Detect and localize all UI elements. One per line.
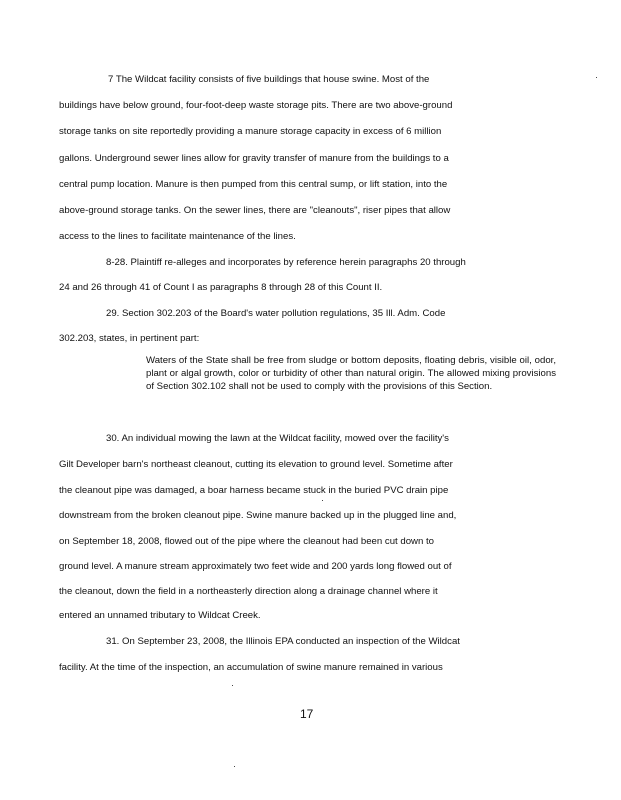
paragraph-7-line-3: storage tanks on site reportedly providing a manure storage capacity in excess of 6 million xyxy=(59,126,442,137)
scan-speck xyxy=(596,77,597,78)
paragraph-7-line-5: central pump location. Manure is then pumped from this central sump, or lift station, into the xyxy=(59,179,448,190)
paragraph-7-line-6: above-ground storage tanks. On the sewer lines, there are "cleanouts", riser pipes that allow xyxy=(59,205,451,216)
paragraph-8-28-line-1: 8-28. Plaintiff re-alleges and incorporates by reference herein paragraphs 20 through xyxy=(106,257,466,268)
paragraph-31-line-1: 31. On September 23, 2008, the Illinois EPA conducted an inspection of the Wildcat xyxy=(106,636,460,647)
paragraph-30-line-2: Gilt Developer barn's northeast cleanout, cutting its elevation to ground level. Sometime after xyxy=(59,459,453,470)
page-number: 17 xyxy=(300,707,314,721)
paragraph-30-line-8: entered an unnamed tributary to Wildcat Creek. xyxy=(59,610,261,621)
scan-speck xyxy=(322,500,323,501)
paragraph-30-line-3: the cleanout pipe was damaged, a boar harness became stuck in the buried PVC drain pipe xyxy=(59,485,449,496)
paragraph-29-line-2: 302.203, states, in pertinent part: xyxy=(59,333,200,344)
scan-speck xyxy=(232,685,233,686)
scan-speck xyxy=(234,766,235,767)
paragraph-29-line-1: 29. Section 302.203 of the Board's water pollution regulations, 35 Ill. Adm. Code xyxy=(106,308,446,319)
paragraph-30-line-4: downstream from the broken cleanout pipe. Swine manure backed up in the plugged line and, xyxy=(59,510,457,521)
paragraph-31-line-2: facility. At the time of the inspection, an accumulation of swine manure remained in various xyxy=(59,662,443,673)
paragraph-30-line-1: 30. An individual mowing the lawn at the Wildcat facility, mowed over the facility's xyxy=(106,433,449,444)
paragraph-30-line-5: on September 18, 2008, flowed out of the pipe where the cleanout had been cut down to xyxy=(59,536,434,547)
paragraph-30-line-6: ground level. A manure stream approximately two feet wide and 200 yards long flowed out of xyxy=(59,561,452,572)
paragraph-8-28-line-2: 24 and 26 through 41 of Count I as paragraphs 8 through 28 of this Count II. xyxy=(59,282,383,293)
paragraph-30-line-7: the cleanout, down the field in a northeasterly direction along a drainage channel where it xyxy=(59,586,438,597)
paragraph-7-line-7: access to the lines to facilitate maintenance of the lines. xyxy=(59,231,296,242)
block-quote: Waters of the State shall be free from sludge or bottom deposits, floating debris, visible oil, odor, plant or algal growth, color or turbidity of other than natural origin. The allowed mixing provisions of Section 302.102 shall not be used to comply with the provisions of this Section. xyxy=(146,355,556,392)
paragraph-7-line-1: 7 The Wildcat facility consists of five buildings that house swine. Most of the xyxy=(108,74,430,85)
paragraph-7-line-4: gallons. Underground sewer lines allow for gravity transfer of manure from the buildings to a xyxy=(59,153,449,164)
paragraph-7-line-2: buildings have below ground, four-foot-deep waste storage pits. There are two above-ground xyxy=(59,100,453,111)
